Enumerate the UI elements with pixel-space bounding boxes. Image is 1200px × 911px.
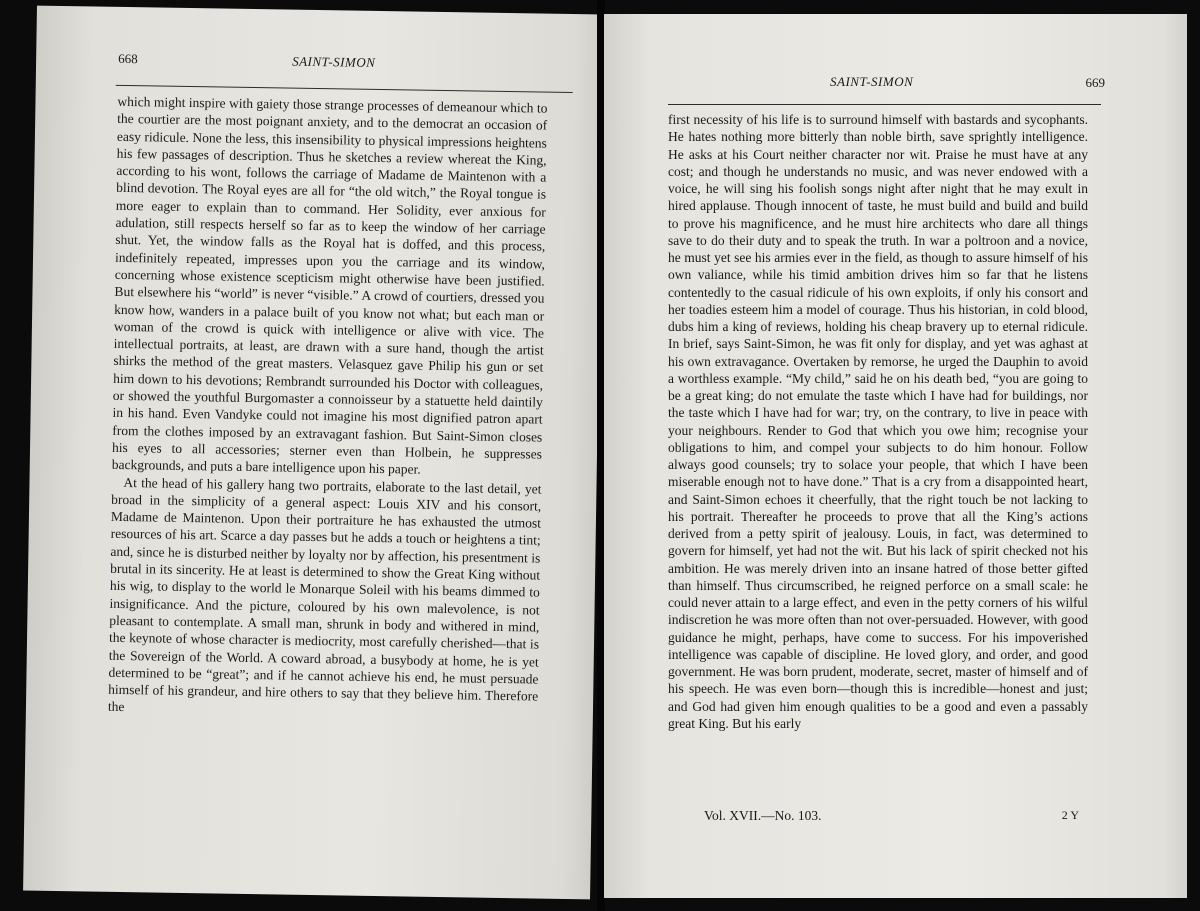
sheet-signature: 2 Y [1061, 808, 1079, 822]
page-number: 669 [1085, 75, 1105, 90]
right-page-header [604, 74, 1187, 98]
right-page-footer [604, 808, 1187, 826]
left-page [23, 6, 604, 900]
paragraph: which might inspire with gaiety those strange processes of demeanour which to the courtier are the most poignant anxiety, and to the democrat an occasion of easy ridicule. None the less, this insensibility to physical impressions heightens his few passages of description. Thus he sketches a review whereat the King, according to his wont, follows the carriage of Madame de Maintenon with a blind devotion. The Royal eyes are all for “the old witch,” the Royal tongue is more eager to explain than to command. Her Solidity, ever anxious for adulation, still respects herself so far as to keep the window of her carriage shut. Yet, the window falls as the Royal hat is doffed, and this process, indefinitely repeated, impresses upon you the carriage and its window, concerning whose existence scepticism might otherwise have been justified. But elsewhere his “world” is never “visible.” A crowd of courtiers, dressed you know how, wanders in a palace built of you know not what; but each man or woman of the crowd is quick with intelligence or alive with vice. The intellectual portraits, at least, are drawn with a sure hand, though the artist shirks the method of the great masters. Velasquez gave Philip his gun or set him down to his devotions; Rembrandt surrounded his Doctor with colleagues, or showed the youthful Burgomaster a connoisseur by a statuette held daintily in his hand. Even Vandyke could not imagine his most dignified patron apart from the clothes imposed by an extravagant fashion. But Saint-Simon closes his eyes to all accessories; sterner even than Holbein, he suppresses backgrounds, and puts a bare intelligence upon his paper. [111, 93, 548, 477]
header-rule [668, 104, 1101, 105]
running-title: SAINT-SIMON [830, 74, 914, 89]
page-number: 668 [118, 50, 138, 67]
header-rule [116, 85, 573, 93]
right-page-body [668, 111, 1088, 732]
running-title: SAINT-SIMON [292, 53, 376, 70]
volume-signature: Vol. XVII.—No. 103. [704, 808, 822, 823]
right-page [604, 14, 1187, 898]
left-page-body [108, 93, 548, 722]
paragraph: At the head of his gallery hang two portraits, elaborate to the last detail, yet broad in the simplicity of a general aspect: Louis XIV and his consort, Madame de Maintenon. Upon their portraiture he has exhausted the utmost resources of his art. Scarce a day passes but he adds a touch or heightens a tint; and, since he is disturbed neither by loyalty nor by affection, his presentment is brutal in its sincerity. He at least is determined to show the Great King without his wig, to display to the world le Monarque Soleil with his beams dimmed to insignificance. And the picture, coloured by his own malevolence, is not pleasant to contemplate. A small man, shrunk in body and withered in mind, the keynote of whose character is mediocrity, most carefully cherished—that is the Sovereign of the World. A coward abroad, a busybody at home, he is yet determined to be “great”; and if he cannot achieve his end, he must persuade himself of his grandeur, and hire others to say that they believe him. Therefore the [107, 474, 542, 715]
left-page-header [36, 50, 603, 83]
paragraph: first necessity of his life is to surround himself with bastards and sycophants. He hates nothing more bitterly than noble birth, save sprightly intelligence. He asks at his Court neither character nor wit. Praise he must have at any cost; and though he understands no music, and was never endowed with a voice, he will sing his foolish songs night after night that he may exult in hired applause. Though innocent of taste, he must build and build and build to prove his magnificence, and he must hire architects who dare all things save to do their duty and to speak the truth. In war a poltroon and a novice, he must yet see his armies ever in the field, as though to assure himself of his own valiance, while his timid ambition drives him so far that he listens contentedly to the casual ridicule of his own exploits, if only his consort and her toadies esteem him a model of courage. Thus his historian, in cold blood, dubs him a king of reviews, holding his cheap bravery up to eternal ridicule. In brief, says Saint-Simon, he was fit only for display, and yet was aghast at his own extravagance. Overtaken by remorse, he urged the Dauphin to avoid a worthless example. “My child,” said he on his death bed, “you are going to be a great king; do not emulate the taste which I have had for buildings, nor the taste which I have had for war; try, on the contrary, to live in peace with your neighbours. Render to God that which you owe him; recognise your obligations to him, and compel your subjects to do him honour. Follow always good counsels; try to solace your people, that which I have been miserable enough not to have done.” That is a cry from a disappointed heart, and Saint-Simon echoes it cheerfully, that the right touch be not lacking to his portrait. Thereafter he proceeds to prove that all the King’s actions derived from a petty spirit of jealousy. Louis, in fact, was determined to govern for himself, yet had not the wit. But his lack of spirit checked not his ambition. He was merely driven into an insane hatred of those better gifted than himself. Thus circumscribed, he reigned perforce on a small scale: he could never attain to a large effect, and even in the petty corners of his wilful indiscretion he was more often than not over-persuaded. However, with good guidance he might, perhaps, have come to success. For his impoverished intelligence was capable of discipline. He loved glory, and order, and good government. He was born prudent, moderate, secret, master of himself and of his speech. He was even born—though this is incredible—honest and just; and God had given him enough qualities to be a good and even a passably great King. But his early [668, 112, 1088, 731]
